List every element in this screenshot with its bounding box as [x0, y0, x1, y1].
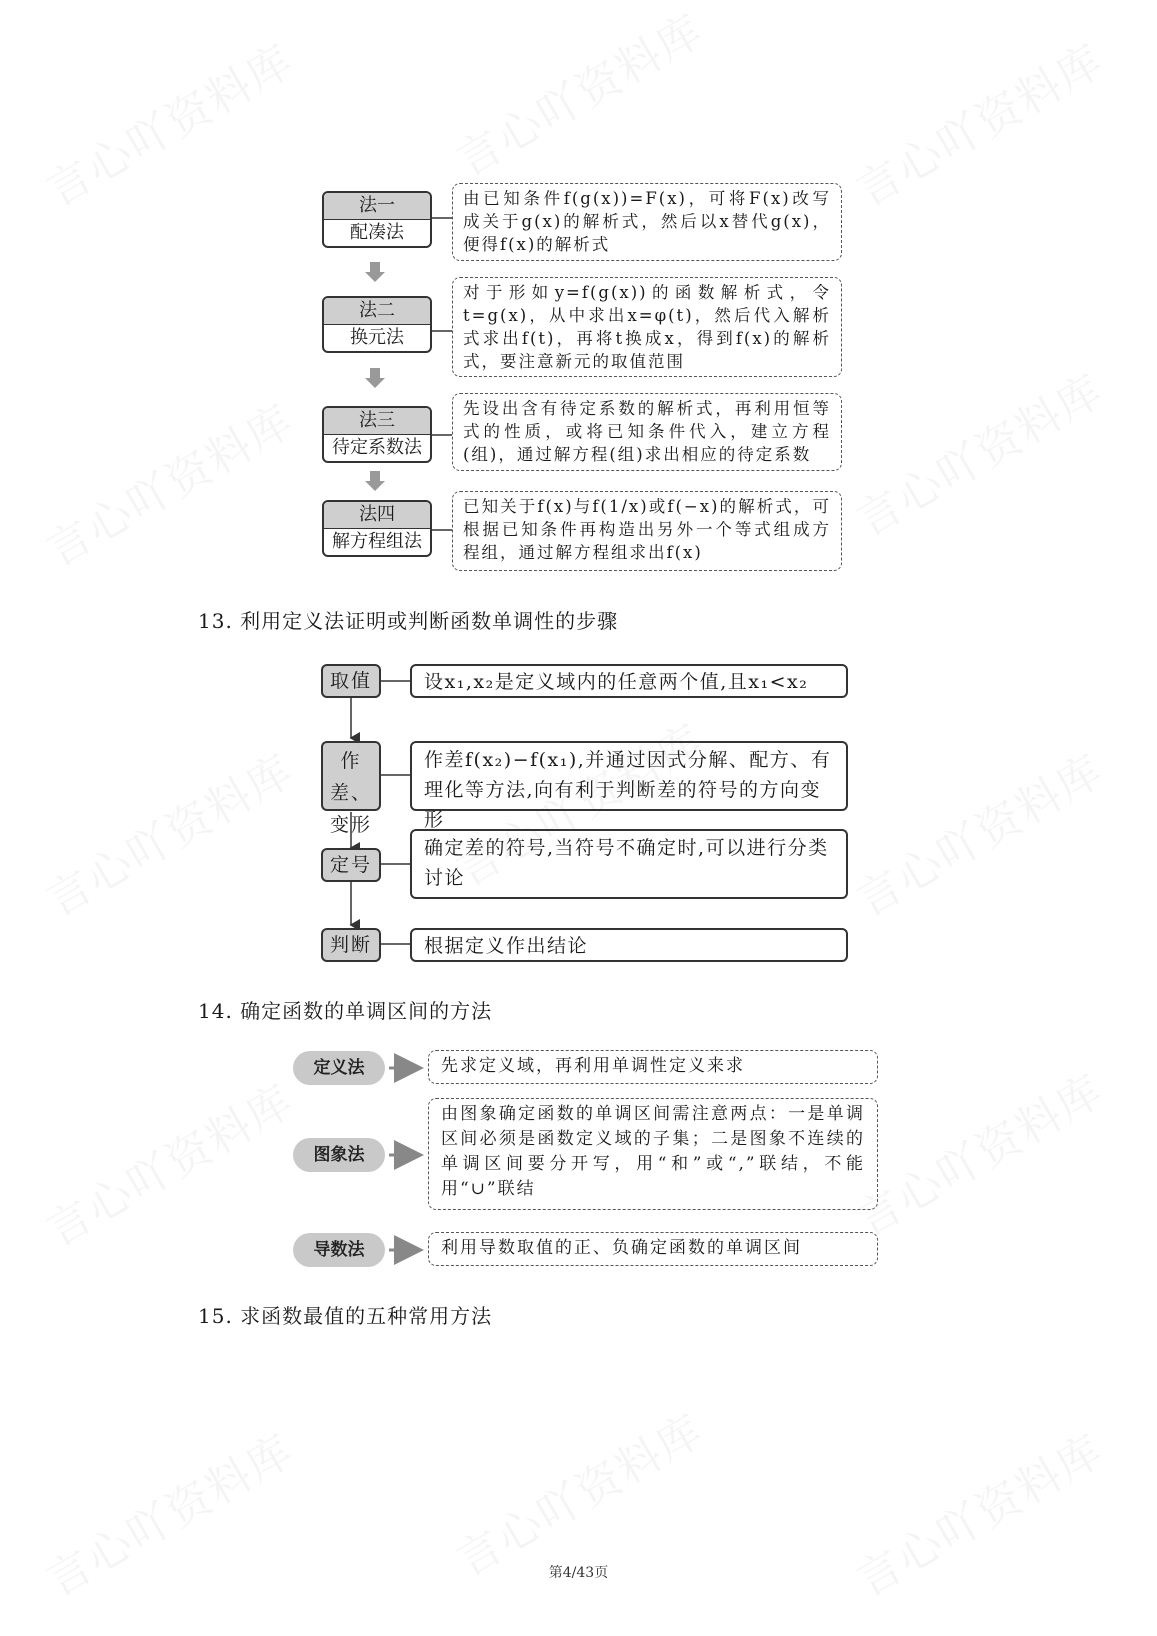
method-sub: 配凑法	[350, 222, 404, 243]
method-name: 法一	[324, 193, 430, 220]
method-sub: 待定系数法	[332, 437, 422, 458]
page-number: 第4/43页	[548, 1565, 609, 1581]
step-desc-4: 根据定义作出结论	[410, 928, 848, 962]
method-name: 法四	[324, 502, 430, 529]
step-box-3: 定号	[321, 848, 381, 882]
method-desc-1: 由已知条件f(g(x))=F(x)，可将F(x)改写成关于g(x)的解析式，然后以x替代g(x)，便得f(x)的解析式	[452, 183, 842, 261]
method-name: 法三	[324, 408, 430, 435]
step-box-2	[321, 741, 381, 836]
method-desc-3: 先设出含有待定系数的解析式，再利用恒等式的性质，或将已知条件代入，建立方程(组)，通过解方程(组)求出相应的待定系数	[452, 393, 842, 471]
method-desc-4: 已知关于f(x)与f(1/x)或f(−x)的解析式，可根据已知条件再构造出另外一个等式组成方程组，通过解方程组求出f(x)	[452, 491, 842, 571]
step-desc-3: 确定差的符号,当符号不确定时,可以进行分类讨论	[410, 829, 848, 899]
section-13-title: 13. 利用定义法证明或判断函数单调性的步骤	[198, 609, 619, 633]
interval-desc-1: 先求定义域，再利用单调性定义来求	[428, 1050, 878, 1084]
method-desc-2: 对于形如y=f(g(x))的函数解析式，令t=g(x)，从中求出x=φ(t)，然后代入解析式求出f(t)，再将t换成x，得到f(x)的解析式，要注意新元的取值范围	[452, 277, 842, 377]
interval-method-3: 导数法	[293, 1233, 385, 1267]
method-box-1	[322, 191, 432, 248]
interval-method-1: 定义法	[293, 1051, 385, 1085]
method-box-2	[322, 296, 432, 353]
interval-desc-3: 利用导数取值的正、负确定函数的单调区间	[428, 1232, 878, 1266]
method-sub: 解方程组法	[332, 531, 422, 552]
interval-desc-2: 由图象确定函数的单调区间需注意两点：一是单调区间必须是函数定义域的子集；二是图象不连续的单调区间要分开写，用“和”或“,”联结，不能用“∪”联结	[428, 1098, 878, 1210]
step-desc-2: 作差f(x₂)−f(x₁),并通过因式分解、配方、有理化等方法,向有利于判断差的符号的方向变形	[410, 741, 848, 811]
section-15-title: 15. 求函数最值的五种常用方法	[198, 1304, 493, 1328]
method-name: 法二	[324, 298, 430, 325]
step-box-1: 取值	[321, 664, 381, 698]
step-box-4: 判断	[321, 928, 381, 962]
step-desc-1: 设x₁,x₂是定义域内的任意两个值,且x₁<x₂	[410, 664, 848, 698]
section-14-title: 14. 确定函数的单调区间的方法	[198, 999, 493, 1023]
step-label: 作差、变形	[329, 750, 372, 836]
method-sub: 换元法	[350, 327, 404, 348]
interval-method-2: 图象法	[293, 1138, 385, 1172]
method-box-3	[322, 406, 432, 463]
method-box-4	[322, 500, 432, 557]
